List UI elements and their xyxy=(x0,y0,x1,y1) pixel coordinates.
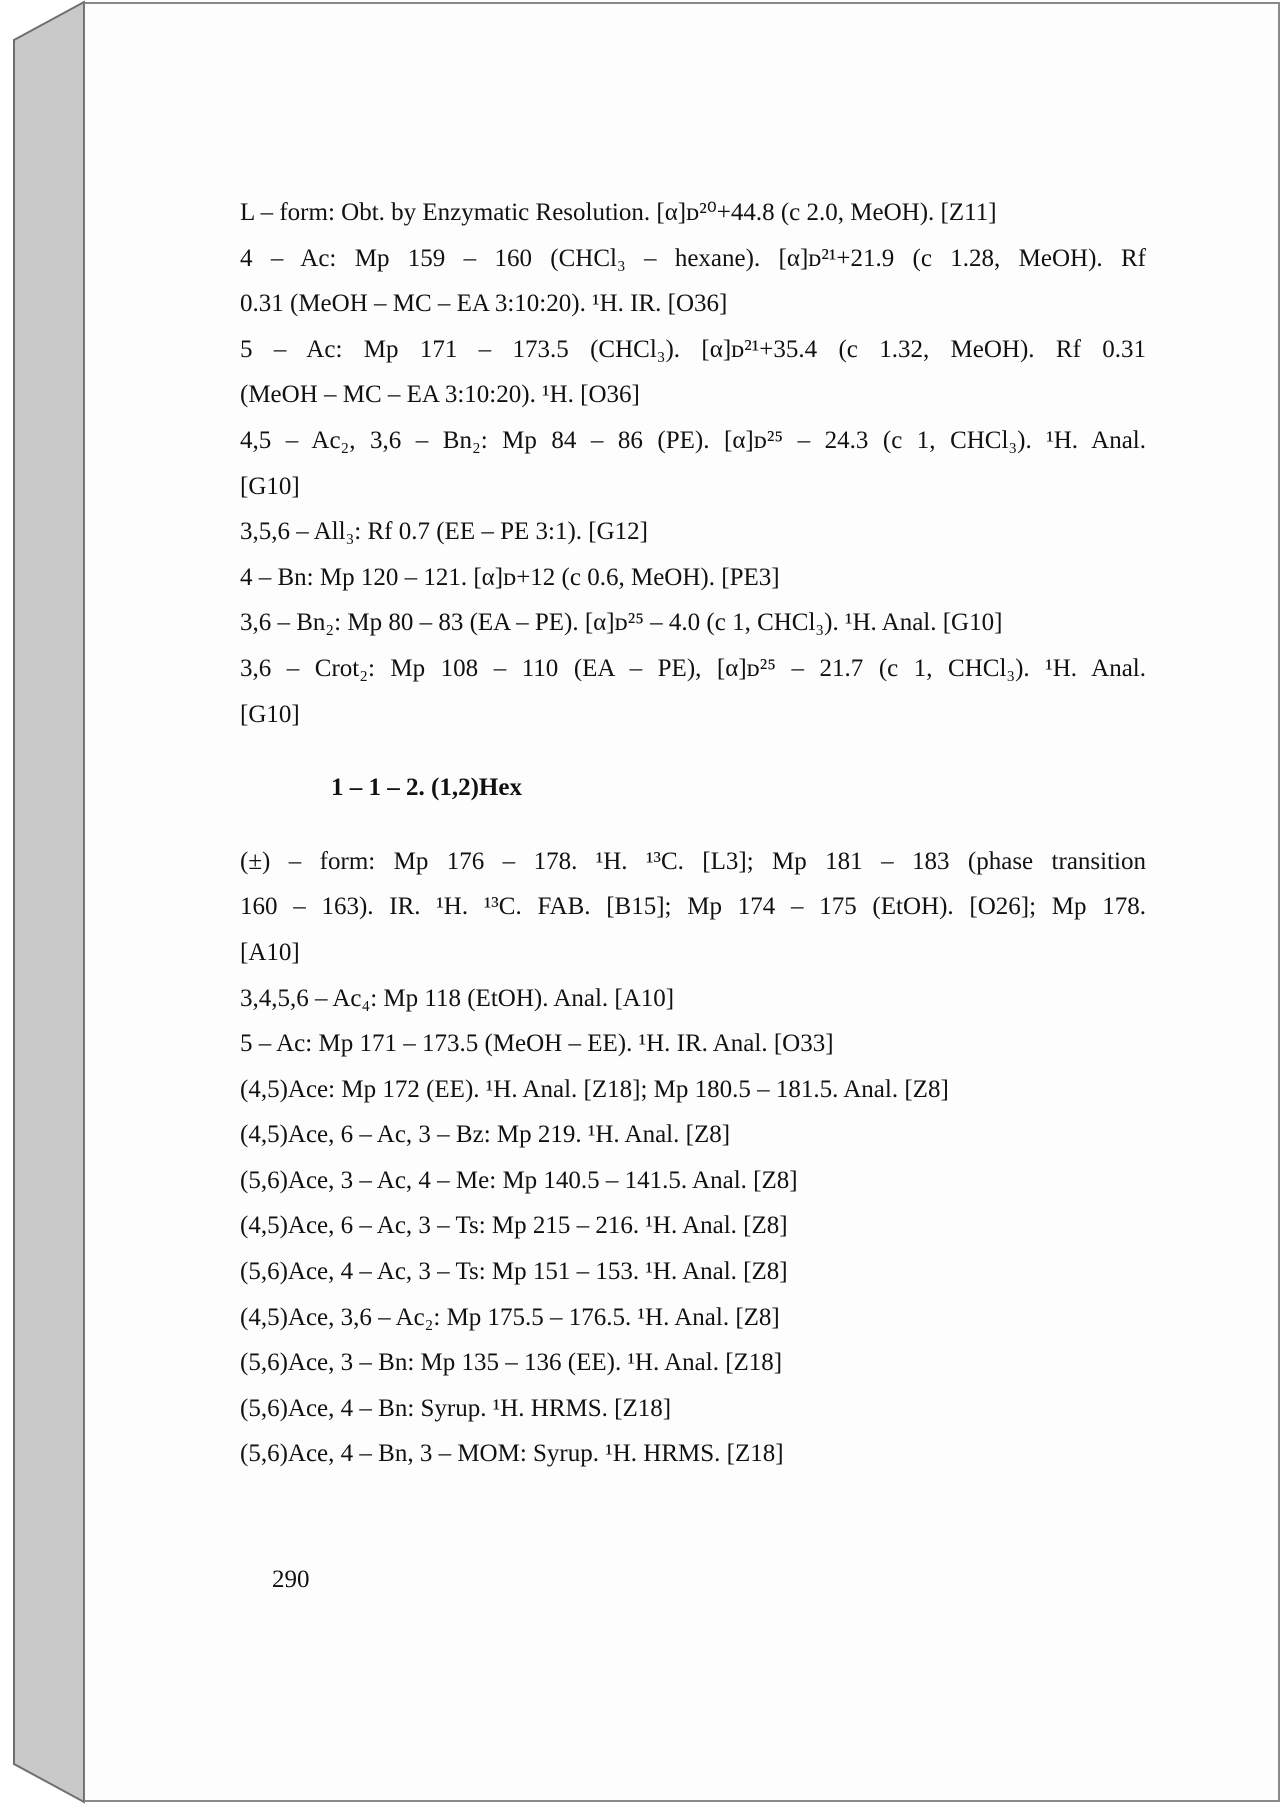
section-heading: 1 – 1 – 2. (1,2)Hex xyxy=(331,774,522,802)
entry-line: 3,6 – Crot₂: Mp 108 – 110 (EA – PE), [α]ᴅ²⁵ – 21.7 (c 1, CHCl₃). ¹H. Anal. xyxy=(240,654,1146,682)
entry-line: [G10] xyxy=(240,472,300,500)
entry-line: (4,5)Ace, 3,6 – Ac₂: Mp 175.5 – 176.5. ¹H. Anal. [Z8] xyxy=(240,1303,780,1331)
entry-line: (±) – form: Mp 176 – 178. ¹H. ¹³C. [L3]; Mp 181 – 183 (phase transition xyxy=(240,847,1146,875)
entry-line: [A10] xyxy=(240,938,300,966)
entry-line: 3,5,6 – All₃: Rf 0.7 (EE – PE 3:1). [G12] xyxy=(240,518,648,546)
entry-line: 4,5 – Ac₂, 3,6 – Bn₂: Mp 84 – 86 (PE). [α]ᴅ²⁵ – 24.3 (c 1, CHCl₃). ¹H. Anal. xyxy=(240,426,1146,454)
entry-line: (4,5)Ace: Mp 172 (EE). ¹H. Anal. [Z18]; Mp 180.5 – 181.5. Anal. [Z8] xyxy=(240,1075,949,1103)
entry-line: 4 – Bn: Mp 120 – 121. [α]ᴅ+12 (c 0.6, MeOH). [PE3] xyxy=(240,563,780,591)
entry-line: (5,6)Ace, 4 – Bn: Syrup. ¹H. HRMS. [Z18] xyxy=(240,1394,672,1422)
entry-line: L – form: Obt. by Enzymatic Resolution. [α]ᴅ²⁰+44.8 (c 2.0, MeOH). [Z11] xyxy=(240,199,997,226)
page-body-text xyxy=(240,190,1146,1477)
entry-line: 5 – Ac: Mp 171 – 173.5 (MeOH – EE). ¹H. IR. Anal. [O33] xyxy=(240,1030,834,1058)
entry-line: [G10] xyxy=(240,700,300,728)
entry-line: 5 – Ac: Mp 171 – 173.5 (CHCl₃). [α]ᴅ²¹+35.4 (c 1.32, MeOH). Rf 0.31 xyxy=(240,335,1146,363)
entry-line: (5,6)Ace, 4 – Bn, 3 – MOM: Syrup. ¹H. HRMS. [Z18] xyxy=(240,1440,784,1468)
entry-line: 160 – 163). IR. ¹H. ¹³C. FAB. [B15]; Mp 174 – 175 (EtOH). [O26]; Mp 178. xyxy=(240,893,1146,921)
entry-line: (MeOH – MC – EA 3:10:20). ¹H. [O36] xyxy=(240,381,640,409)
entry-line: (4,5)Ace, 6 – Ac, 3 – Ts: Mp 215 – 216. ¹H. Anal. [Z8] xyxy=(240,1212,788,1240)
entry-line: (5,6)Ace, 4 – Ac, 3 – Ts: Mp 151 – 153. ¹H. Anal. [Z8] xyxy=(240,1258,788,1286)
entry-line: 3,4,5,6 – Ac₄: Mp 118 (EtOH). Anal. [A10] xyxy=(240,984,675,1012)
entry-line: (5,6)Ace, 3 – Ac, 4 – Me: Mp 140.5 – 141.5. Anal. [Z8] xyxy=(240,1166,798,1194)
entry-line: 3,6 – Bn₂: Mp 80 – 83 (EA – PE). [α]ᴅ²⁵ – 4.0 (c 1, CHCl₃). ¹H. Anal. [G10] xyxy=(240,609,1003,637)
entry-line: (5,6)Ace, 3 – Bn: Mp 135 – 136 (EE). ¹H. Anal. [Z18] xyxy=(240,1349,783,1377)
entry-line: 0.31 (MeOH – MC – EA 3:10:20). ¹H. IR. [O36] xyxy=(240,290,728,318)
entry-line: (4,5)Ace, 6 – Ac, 3 – Bz: Mp 219. ¹H. Anal. [Z8] xyxy=(240,1121,731,1149)
entry-line: 4 – Ac: Mp 159 – 160 (CHCl₃ – hexane). [α]ᴅ²¹+21.9 (c 1.28, MeOH). Rf xyxy=(240,244,1146,272)
page-number: 290 xyxy=(272,1566,310,1593)
